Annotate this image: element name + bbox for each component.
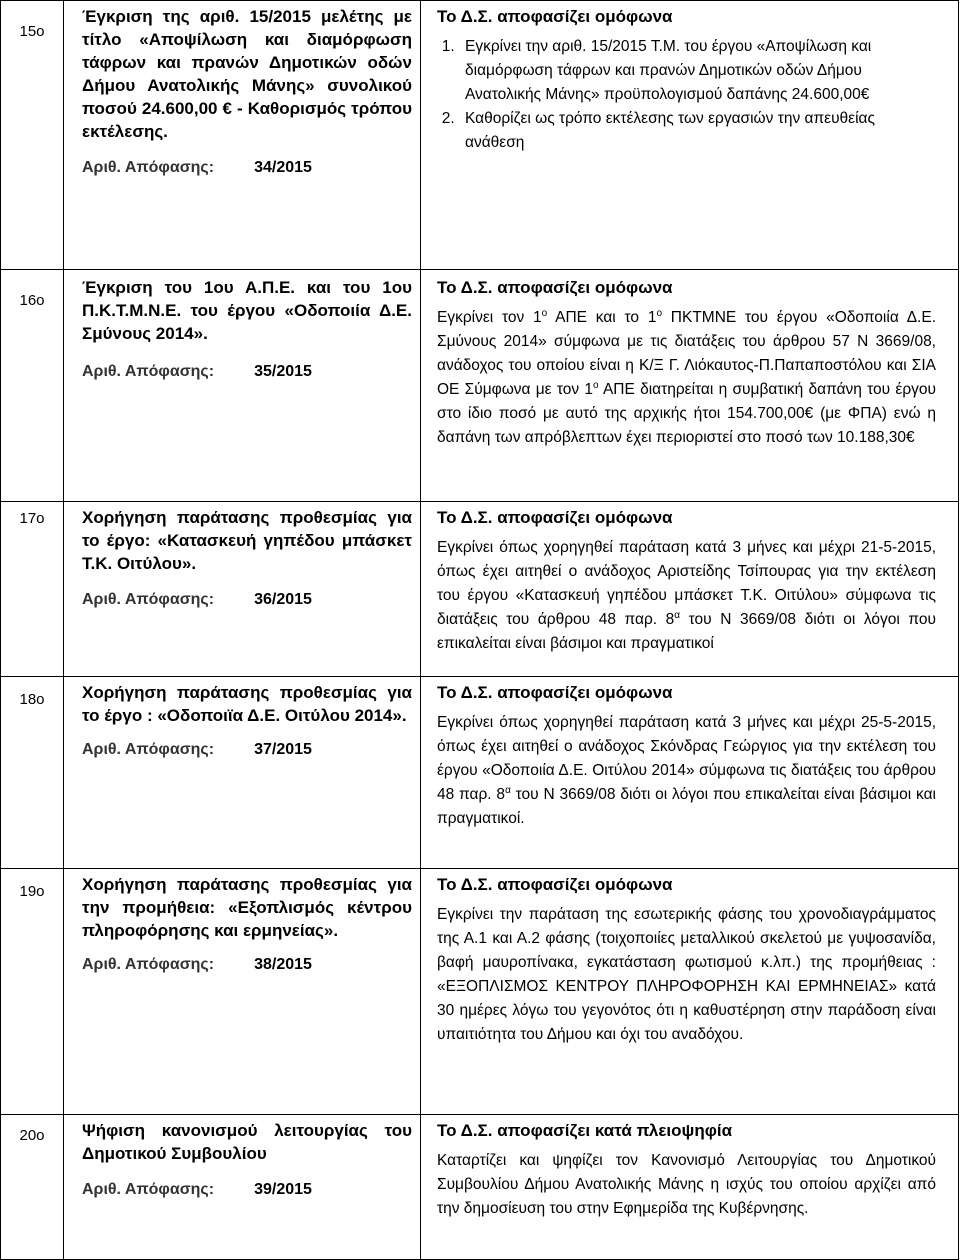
subject-cell [64, 1, 421, 270]
decision-text-part: ΑΠΕ διατηρείται η συμβατική δαπάνη του έργου στο ίδιο ποσό με αυτό της αρχικής ήτοι 154.700,00€ (με ΦΠΑ) ενώ η δαπάνη των απρόβλεπτων έχει περιοριστεί στο ποσό των 10.188,30€ [437, 381, 936, 446]
list-item: 1. Εγκρίνει την αριθ. 15/2015 Τ.Μ. του έργου «Αποψίλωση και διαμόρφωση τάφρων και πρανών Δημοτικών οδών Δήμου Ανατολικής Μάνης» προϋπολογισμού δαπάνης 24.600,00€ [459, 35, 936, 107]
table-row [1, 270, 959, 502]
decision-text-part: Εγκρίνει όπως χορηγηθεί παράταση κατά 3 μήνες και μέχρι 21-5-2015, όπως έχει αιτηθεί ο ανάδοχος Αριστείδης Τσίπουρας για την εκτέλεση του έργου «Κατασκευή γηπέδου μπάσκετ Τ.Κ. Οιτύλου» σύμφωνα τις διατάξεις του άρθρου 48 παρ. 8 [437, 539, 936, 628]
decision-cell [421, 270, 959, 502]
table-row [1, 1, 959, 270]
subject-text: Ψήφιση κανονισμού λειτουργίας του Δημοτικού Συμβουλίου [82, 1121, 412, 1163]
decision-text-part: ΠΚΤΜΝΕ του έργου «Οδοποιία Δ.Ε. Σμύνους 2014» σύμφωνα με τις διατάξεις του άρθρου 57 Ν 3669/08, ανάδοχος του οποίου είναι η Κ/Ξ Γ. Λιόκαυτος-Π.Παπαποστόλου και ΣΙΑ ΟΕ Σύμφωνα με τον 1 [437, 309, 937, 398]
item-number-cell [1, 677, 64, 869]
table-row [1, 502, 959, 677]
item-number-cell [1, 502, 64, 677]
decision-number-value: 39/2015 [254, 1181, 312, 1198]
decision-text [437, 306, 936, 450]
decision-text [437, 711, 936, 831]
decision-text-part: του Ν 3669/08 διότι οι λόγοι που επικαλείται είναι βάσιμοι και πραγματικοί. [437, 786, 936, 827]
table-row [1, 677, 959, 869]
item-number-cell [1, 270, 64, 502]
superscript: α [505, 784, 511, 796]
item-number: 19ο [19, 883, 45, 900]
vote-result: Το Δ.Σ. αποφασίζει ομόφωνα [437, 7, 673, 26]
decision-number [82, 954, 412, 976]
decision-number [82, 361, 412, 383]
decision-text [437, 1149, 936, 1221]
decision-number [82, 739, 412, 761]
item-number-cell [1, 1115, 64, 1260]
decision-number-label: Αριθ. Απόφασης: [82, 363, 215, 380]
item-number-cell [1, 1, 64, 270]
subject-text: Χορήγηση παράτασης προθεσμίας για την προμήθεια: «Εξοπλισμός κέντρου πληροφόρησης και ερμηνείας». [82, 875, 412, 940]
decision-cell [421, 869, 959, 1115]
subject-cell [64, 869, 421, 1115]
subject-text: Χορήγηση παράτασης προθεσμίας για το έργο : «Οδοποιϊα Δ.Ε. Οιτύλου 2014». [82, 683, 412, 725]
subject-cell [64, 677, 421, 869]
item-number: 16ο [19, 292, 45, 309]
decision-number-value: 34/2015 [254, 159, 312, 176]
decision-number-label: Αριθ. Απόφασης: [82, 741, 215, 758]
decision-number-label: Αριθ. Απόφασης: [82, 956, 215, 973]
decision-text [437, 903, 936, 1047]
decision-cell [421, 502, 959, 677]
subject-text: Έγκριση της αριθ. 15/2015 μελέτης με τίτλο «Αποψίλωση και διαμόρφωση τάφρων και πρανών Δημοτικών οδών Δήμου Ανατολικής Μάνης» συνολικού ποσού 24.600,00 € - Καθορισμός τρόπου εκτέλεσης. [82, 7, 412, 141]
decision-number-value: 38/2015 [254, 956, 312, 973]
vote-result: Το Δ.Σ. αποφασίζει ομόφωνα [437, 875, 673, 894]
decision-cell [421, 1, 959, 270]
item-number: 15ο [19, 23, 45, 40]
decision-text-part: ΑΠΕ και το 1 [547, 309, 657, 326]
decision-number [82, 157, 412, 179]
decision-text [437, 536, 936, 656]
decision-cell [421, 1115, 959, 1260]
subject-cell [64, 1115, 421, 1260]
decision-cell [421, 677, 959, 869]
subject-cell [64, 270, 421, 502]
decision-number-label: Αριθ. Απόφασης: [82, 159, 215, 176]
list-item: 2. Καθορίζει ως τρόπο εκτέλεσης των εργασιών την απευθείας ανάθεση [459, 107, 936, 155]
item-number: 17ο [19, 510, 45, 527]
decision-number [82, 1179, 412, 1201]
subject-cell [64, 502, 421, 677]
decision-number-value: 37/2015 [254, 741, 312, 758]
decision-text-part: του Ν 3669/08 διότι οι λόγοι που επικαλείται είναι βάσιμοι και πραγματικοί [437, 611, 936, 652]
superscript: ο [656, 307, 663, 319]
superscript: ο [541, 307, 548, 319]
vote-result: Το Δ.Σ. αποφασίζει κατά πλειοψηφία [437, 1121, 733, 1140]
decision-text-part: Εγκρίνει την παράταση της εσωτερικής φάσης του χρονοδιαγράμματος της Α.1 και Α.2 φάσης (τοιχοποιίες μεταλλικού σκελετού με γυψοσανίδα, βαφή μαυροπίνακα, εγκατάσταση φωτισμού κ.λπ.) της προμήθειας : «ΕΞΟΠΛΙΣΜΟΣ ΚΕΝΤΡΟΥ ΠΛΗΡΟΦΟΡΗΣΗ ΚΑΙ ΕΡΜΗΝΕΙΑΣ» κατά 30 ημέρες λόγω του γεγονότος ότι η καθυστέρηση στην παράδοση είναι υπαιτιότητα του Δήμου και όχι του αναδόχου. [437, 906, 936, 1043]
decision-number-label: Αριθ. Απόφασης: [82, 591, 215, 608]
decision-text-part: Εγκρίνει τον 1 [437, 309, 542, 326]
decision-text-part: Καταρτίζει και ψηφίζει τον Κανονισμό Λειτουργίας του Δημοτικού Συμβουλίου Δήμου Ανατολικής Μάνης η ισχύς του οποίου αρχίζει από την δημοσίευση του στην Εφημερίδα της Κυβέρνησης. [437, 1152, 936, 1217]
superscript: ο [593, 379, 599, 391]
decision-text-part: Εγκρίνει όπως χορηγηθεί παράταση κατά 3 μήνες και μέχρι 25-5-2015, όπως έχει αιτηθεί ο ανάδοχος Σκόνδρας Γεώργιος για την εκτέλεση του έργου «Οδοποιία Δ.Ε. Οιτύλου 2014» σύμφωνα τις διατάξεις του άρθρου 48 παρ. 8 [437, 714, 936, 803]
decision-number-label: Αριθ. Απόφασης: [82, 1181, 215, 1198]
vote-result: Το Δ.Σ. αποφασίζει ομόφωνα [437, 278, 673, 297]
table-row [1, 1115, 959, 1260]
decision-number [82, 589, 412, 611]
decision-number-value: 36/2015 [254, 591, 312, 608]
item-number: 18ο [19, 691, 45, 708]
table-row [1, 869, 959, 1115]
item-number: 20ο [19, 1127, 45, 1144]
vote-result: Το Δ.Σ. αποφασίζει ομόφωνα [437, 508, 673, 527]
subject-text: Έγκριση του 1ου Α.Π.Ε. και του 1ου Π.Κ.Τ.Μ.Ν.Ε. του έργου «Οδοποιία Δ.Ε. Σμύνους 2014». [82, 278, 412, 343]
vote-result: Το Δ.Σ. αποφασίζει ομόφωνα [437, 683, 673, 702]
item-number-cell [1, 869, 64, 1115]
decision-number-value: 35/2015 [254, 363, 312, 380]
superscript: α [674, 609, 681, 621]
decision-items [437, 35, 936, 155]
subject-text: Χορήγηση παράτασης προθεσμίας για το έργο: «Κατασκευή γηπέδου μπάσκετ Τ.Κ. Οιτύλου». [82, 508, 412, 573]
